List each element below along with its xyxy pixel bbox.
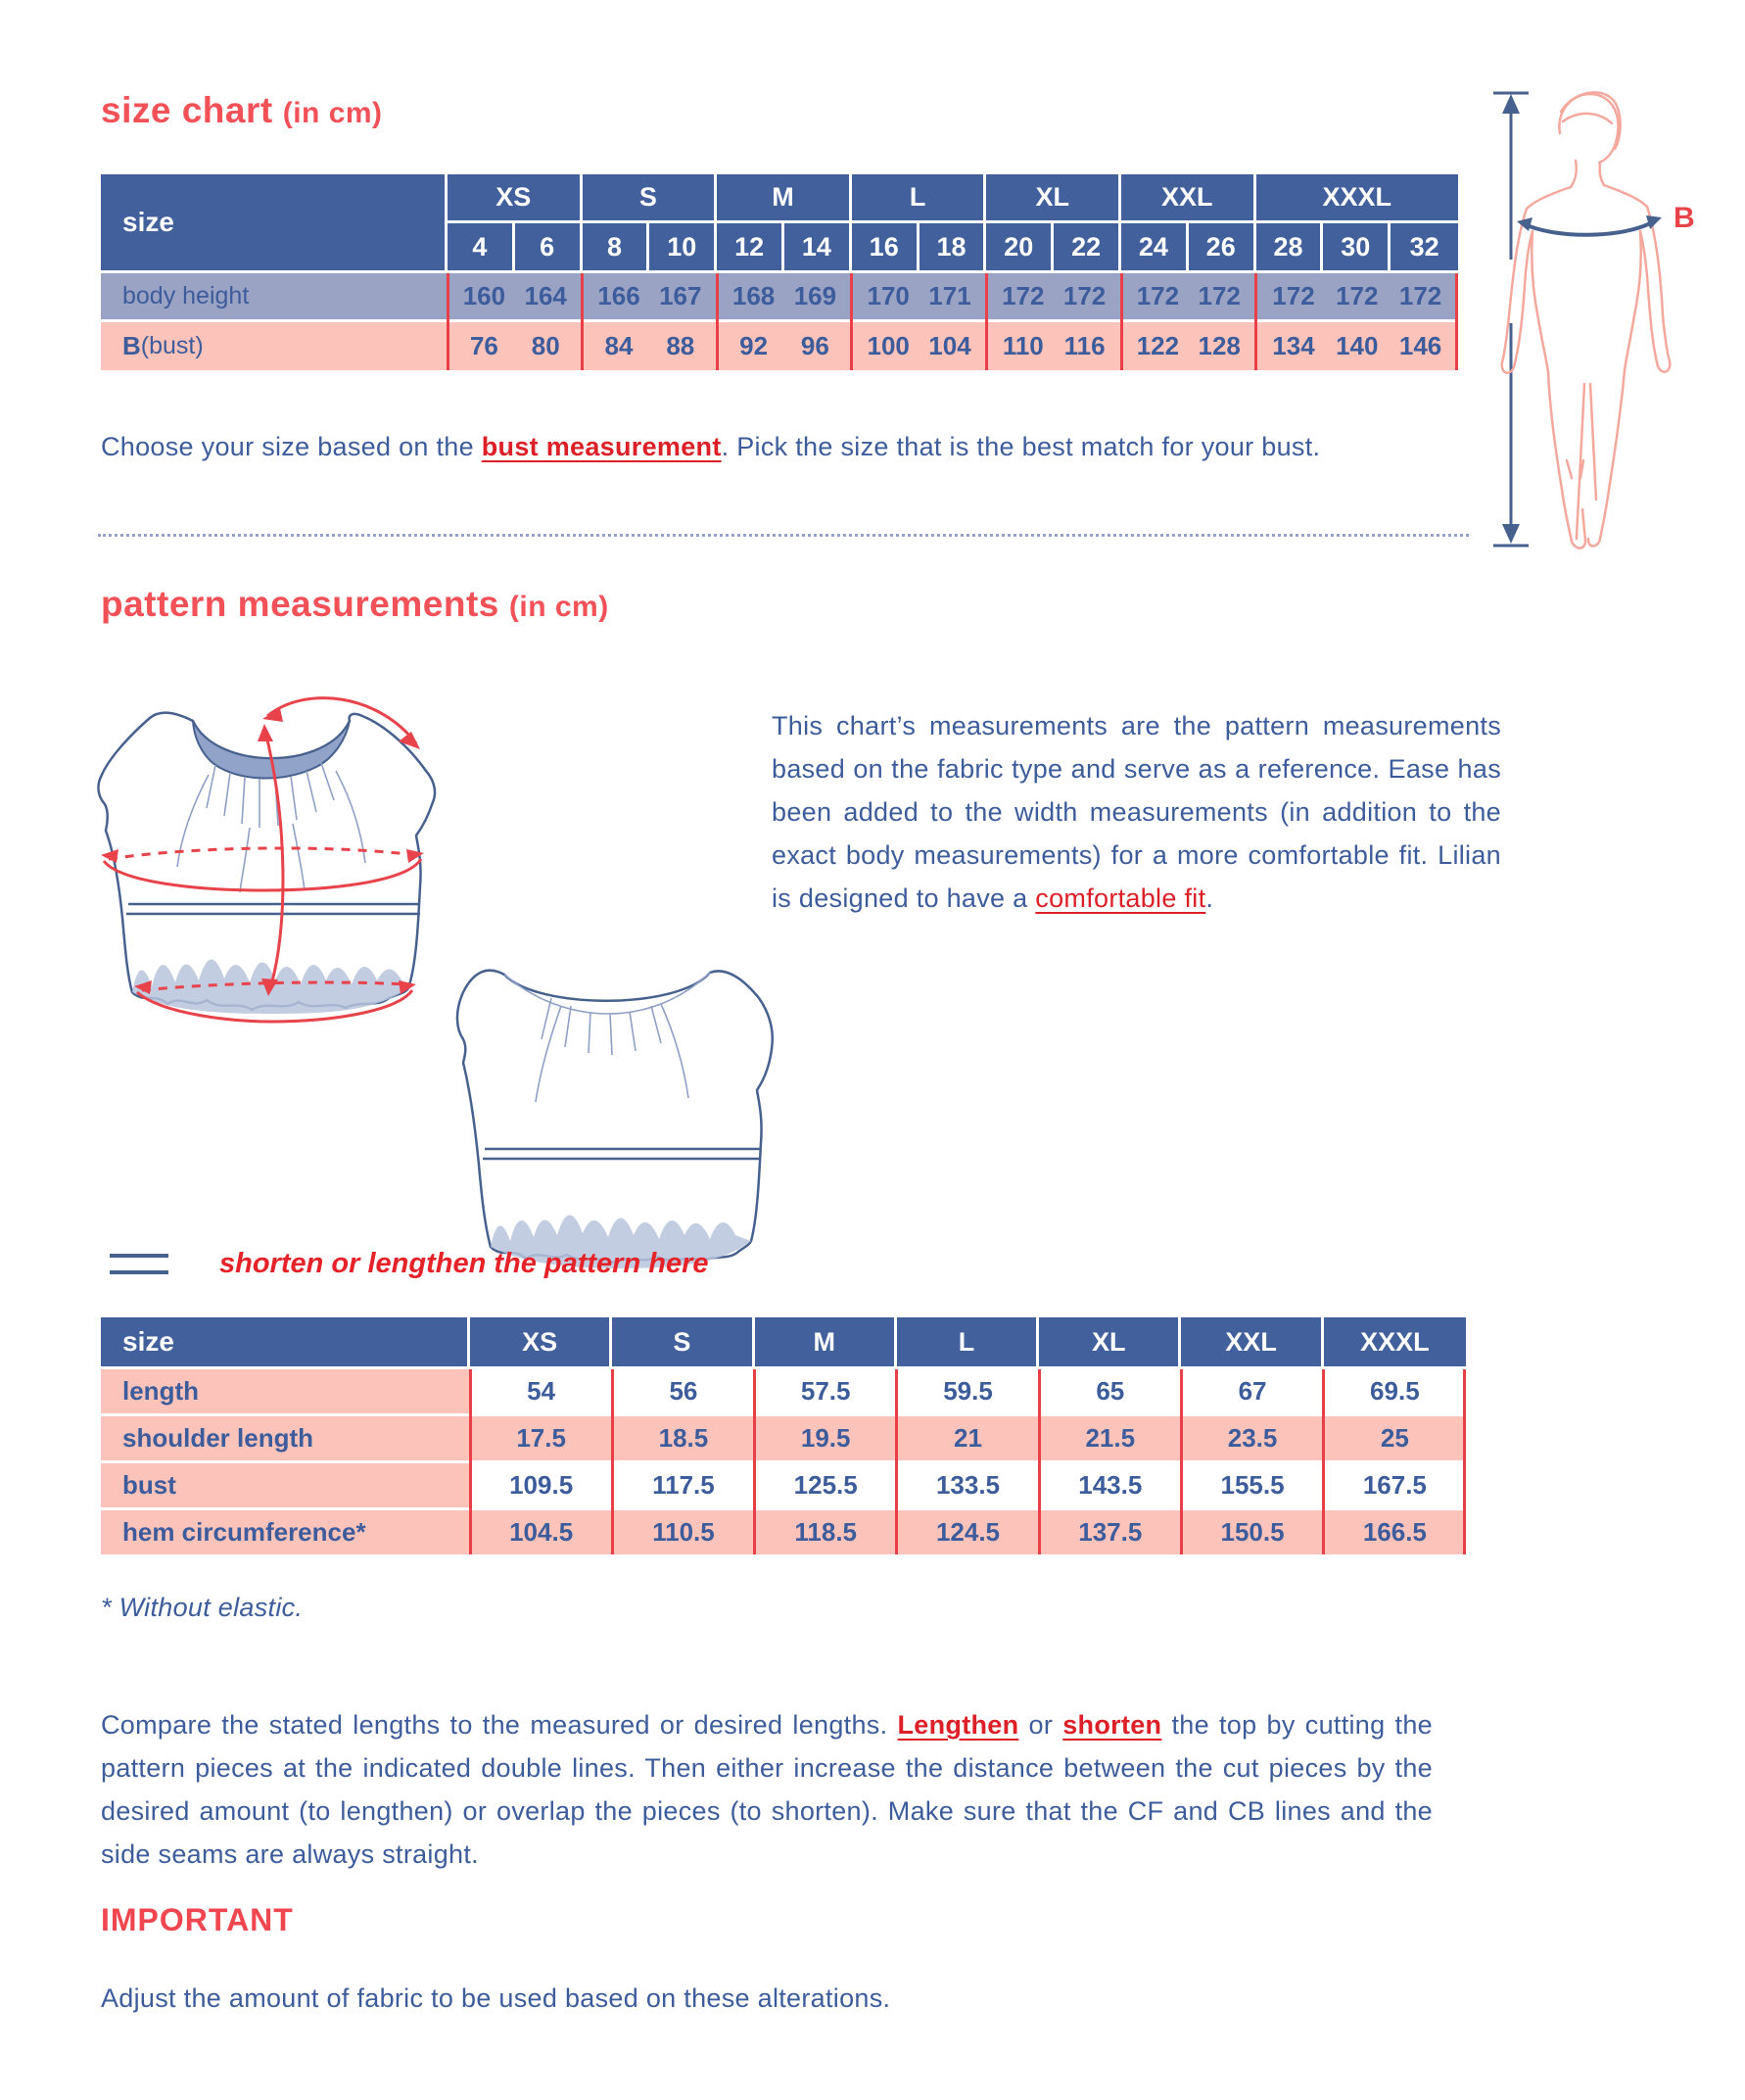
red-separator xyxy=(581,273,584,370)
t1-size-header-10: 10 xyxy=(649,223,717,270)
body-size-table xyxy=(101,174,1458,370)
t1-value-cell xyxy=(1121,273,1256,319)
size-chart-title: size chart xyxy=(101,90,273,130)
t1-group-header-L: L xyxy=(852,174,987,220)
choose-size-note-text: Choose your size based on the xyxy=(101,432,482,461)
t2-value-cell: 25 xyxy=(1324,1416,1466,1460)
t2-value-cell: 104.5 xyxy=(470,1510,612,1554)
garment-front-sketch xyxy=(98,698,435,1022)
red-separator xyxy=(1322,1369,1325,1554)
red-separator xyxy=(611,1369,614,1554)
t1-value: 96 xyxy=(800,331,829,360)
t2-corner-size: size xyxy=(101,1317,470,1366)
t2-value-cell: 117.5 xyxy=(612,1463,754,1507)
pattern-measurements-unit: (in cm) xyxy=(508,591,609,623)
t1-size-header-30: 30 xyxy=(1323,223,1391,270)
t2-column-header-S: S xyxy=(612,1317,754,1366)
t1-value-cell xyxy=(583,273,718,319)
red-separator xyxy=(469,1369,472,1554)
t1-value-cell xyxy=(448,273,583,319)
t1-value-cell xyxy=(583,322,718,370)
t1-value: 100 xyxy=(867,331,910,360)
red-separator xyxy=(985,273,988,370)
t2-value-cell: 124.5 xyxy=(897,1510,1039,1554)
lengthen-link[interactable]: Lengthen xyxy=(897,1710,1019,1740)
compare-text2: the top by cutting the pattern pieces at the indicated double lines. Then either increase the distance between the cut pieces by the desired amount (to lengthen) or overlap the pieces (to shorten). Make sure that the CF and CB lines and the side seams are always straight. xyxy=(101,1710,1433,1869)
red-separator xyxy=(1455,273,1458,370)
t1-value: 167 xyxy=(659,281,702,310)
t2-value-cell: 166.5 xyxy=(1324,1510,1466,1554)
garment-back-sketch xyxy=(457,971,773,1268)
compare-lengths-paragraph xyxy=(101,1703,1433,1876)
t1-row-label-text: (bust) xyxy=(140,332,204,359)
t1-value-cell xyxy=(986,322,1121,370)
t1-size-header-20: 20 xyxy=(986,223,1054,270)
double-line-symbol xyxy=(110,1254,168,1274)
t2-value-cell: 67 xyxy=(1181,1369,1323,1413)
red-separator xyxy=(895,1369,898,1554)
pattern-description-text2: . xyxy=(1205,883,1214,913)
t1-value-cell xyxy=(1256,322,1458,370)
choose-size-note xyxy=(101,432,1501,462)
t2-column-header-L: L xyxy=(897,1317,1039,1366)
size-chart-unit: (in cm) xyxy=(282,97,383,129)
t1-value: 172 xyxy=(1272,281,1315,310)
t2-value-cell: 110.5 xyxy=(612,1510,754,1554)
t1-value: 134 xyxy=(1272,331,1315,360)
t1-value: 168 xyxy=(731,281,776,310)
t1-value-cell xyxy=(448,322,583,370)
red-separator xyxy=(1463,1369,1466,1554)
t2-value-cell: 21.5 xyxy=(1039,1416,1181,1460)
t1-size-header-18: 18 xyxy=(920,223,987,270)
shorten-link[interactable]: shorten xyxy=(1062,1710,1162,1740)
t2-value-cell: 65 xyxy=(1039,1369,1181,1413)
t2-value-cell: 167.5 xyxy=(1324,1463,1466,1507)
t2-value-cell: 17.5 xyxy=(470,1416,612,1460)
t1-size-header-26: 26 xyxy=(1189,223,1256,270)
garment-sketches xyxy=(83,681,788,1288)
t1-size-header-22: 22 xyxy=(1054,223,1121,270)
t1-value: 122 xyxy=(1136,331,1180,360)
bust-label-b: B xyxy=(1674,202,1695,234)
pattern-description-text: This chart’s measurements are the pattern measurements based on the fabric type and serve as a reference. Ease has been added to the width measurements (in addition to the exact body measurements) for a more comfortable fit. Lilian is designed to have a xyxy=(772,711,1501,913)
t1-group-header-S: S xyxy=(583,174,718,220)
t1-size-header-14: 14 xyxy=(784,223,852,270)
t1-value: 166 xyxy=(597,281,640,310)
t1-value-cell xyxy=(1121,322,1256,370)
red-separator xyxy=(850,273,853,370)
pattern-description xyxy=(772,704,1501,920)
t1-value: 140 xyxy=(1336,331,1379,360)
t1-value: 172 xyxy=(1336,281,1379,310)
t1-value: 76 xyxy=(469,331,498,360)
t1-size-header-32: 32 xyxy=(1391,223,1458,270)
elastic-footnote: * Without elastic. xyxy=(101,1593,304,1622)
t1-value: 160 xyxy=(462,281,506,310)
t1-size-header-6: 6 xyxy=(515,223,583,270)
t1-value-cell xyxy=(852,273,987,319)
t2-value-cell: 23.5 xyxy=(1181,1416,1323,1460)
t2-value-cell: 56 xyxy=(612,1369,754,1413)
pattern-measurements-table xyxy=(101,1317,1466,1554)
red-separator xyxy=(1038,1369,1041,1554)
t2-value-cell: 109.5 xyxy=(470,1463,612,1507)
t2-value-cell: 57.5 xyxy=(755,1369,897,1413)
female-figure-outline xyxy=(1502,92,1671,548)
important-text: Adjust the amount of fabric to be used based on these alterations. xyxy=(101,1983,891,2013)
t1-value-cell xyxy=(852,322,987,370)
red-separator xyxy=(716,273,719,370)
t2-value-cell: 133.5 xyxy=(897,1463,1039,1507)
comfortable-fit-link[interactable]: comfortable fit xyxy=(1035,883,1206,913)
t1-group-header-XL: XL xyxy=(986,174,1121,220)
t2-value-cell: 21 xyxy=(897,1416,1039,1460)
t1-value-cell xyxy=(1256,273,1458,319)
t1-value: 164 xyxy=(524,281,567,310)
t1-size-header-4: 4 xyxy=(448,223,515,270)
shorten-lengthen-legend xyxy=(110,1248,709,1280)
t1-value: 146 xyxy=(1398,331,1442,360)
t1-value-cell xyxy=(717,322,852,370)
t1-corner-size: size xyxy=(101,174,448,270)
important-heading: IMPORTANT xyxy=(101,1902,294,1937)
compare-text1: Compare the stated lengths to the measured or desired lengths. xyxy=(101,1710,898,1740)
t2-value-cell: 155.5 xyxy=(1181,1463,1323,1507)
t1-value: 84 xyxy=(604,331,634,360)
t1-size-header-8: 8 xyxy=(583,223,650,270)
t1-size-header-16: 16 xyxy=(852,223,920,270)
t2-value-cell: 54 xyxy=(470,1369,612,1413)
t1-group-header-M: M xyxy=(717,174,852,220)
t1-value: 128 xyxy=(1198,331,1241,360)
t1-value: 172 xyxy=(1062,281,1107,310)
legend-label: shorten or lengthen the pattern here xyxy=(219,1248,709,1279)
body-size-table-grid xyxy=(101,174,1458,370)
red-separator xyxy=(447,273,449,370)
t1-size-header-24: 24 xyxy=(1121,223,1189,270)
bust-measurement-link[interactable]: bust measurement xyxy=(481,432,722,461)
t2-column-header-M: M xyxy=(755,1317,897,1366)
choose-size-note-text2: . Pick the size that is the best match for your bust. xyxy=(721,432,1321,461)
t1-row-label xyxy=(101,322,448,370)
t1-size-header-12: 12 xyxy=(717,223,784,270)
t1-value: 92 xyxy=(739,331,769,360)
t2-value-cell: 69.5 xyxy=(1324,1369,1466,1413)
t2-value-cell: 125.5 xyxy=(755,1463,897,1507)
size-chart-heading xyxy=(101,90,383,131)
t2-column-header-XL: XL xyxy=(1039,1317,1181,1366)
t1-value: 169 xyxy=(793,281,837,310)
t2-row-label: bust xyxy=(101,1463,470,1507)
compare-text-mid: or xyxy=(1018,1710,1063,1740)
t1-value: 172 xyxy=(1136,281,1180,310)
red-separator xyxy=(1120,273,1123,370)
t1-row-label-bold: B xyxy=(122,331,141,360)
t2-value-cell: 137.5 xyxy=(1039,1510,1181,1554)
t2-row-label: hem circumference* xyxy=(101,1510,470,1554)
t1-value: 88 xyxy=(666,331,695,360)
red-separator xyxy=(1180,1369,1183,1554)
t1-row-label: body height xyxy=(101,273,448,319)
dotted-divider xyxy=(98,534,1469,537)
t1-value: 116 xyxy=(1063,331,1106,360)
t2-value-cell: 19.5 xyxy=(755,1416,897,1460)
t2-column-header-XXXL: XXXL xyxy=(1324,1317,1466,1366)
pattern-measurements-title: pattern measurements xyxy=(101,584,499,624)
t2-value-cell: 118.5 xyxy=(755,1510,897,1554)
t1-value: 104 xyxy=(928,331,971,360)
t1-value: 170 xyxy=(867,281,910,310)
red-separator xyxy=(1254,273,1257,370)
pattern-measurements-heading xyxy=(101,584,609,625)
t1-value: 110 xyxy=(1002,331,1044,360)
t1-value: 172 xyxy=(1198,281,1241,310)
t2-row-label: shoulder length xyxy=(101,1416,470,1460)
height-arrow xyxy=(1493,93,1529,546)
t1-value: 172 xyxy=(1002,281,1045,310)
t1-value-cell xyxy=(717,273,852,319)
t1-value: 172 xyxy=(1398,281,1442,310)
t1-value-cell xyxy=(986,273,1121,319)
t2-value-cell: 18.5 xyxy=(612,1416,754,1460)
t1-size-header-28: 28 xyxy=(1256,223,1324,270)
t2-row-label: length xyxy=(101,1369,470,1413)
t1-group-header-XXL: XXL xyxy=(1121,174,1256,220)
t2-value-cell: 150.5 xyxy=(1181,1510,1323,1554)
t2-column-header-XXL: XXL xyxy=(1181,1317,1323,1366)
t2-column-header-XS: XS xyxy=(470,1317,612,1366)
t1-value: 171 xyxy=(928,281,971,310)
t1-value: 80 xyxy=(531,331,560,360)
pattern-measurements-table-grid xyxy=(101,1317,1466,1554)
t1-group-header-XS: XS xyxy=(448,174,583,220)
t2-value-cell: 59.5 xyxy=(897,1369,1039,1413)
t2-value-cell: 143.5 xyxy=(1039,1463,1181,1507)
red-separator xyxy=(753,1369,756,1554)
t1-group-header-XXXL: XXXL xyxy=(1256,174,1458,220)
body-figure-illustration xyxy=(1466,78,1711,560)
